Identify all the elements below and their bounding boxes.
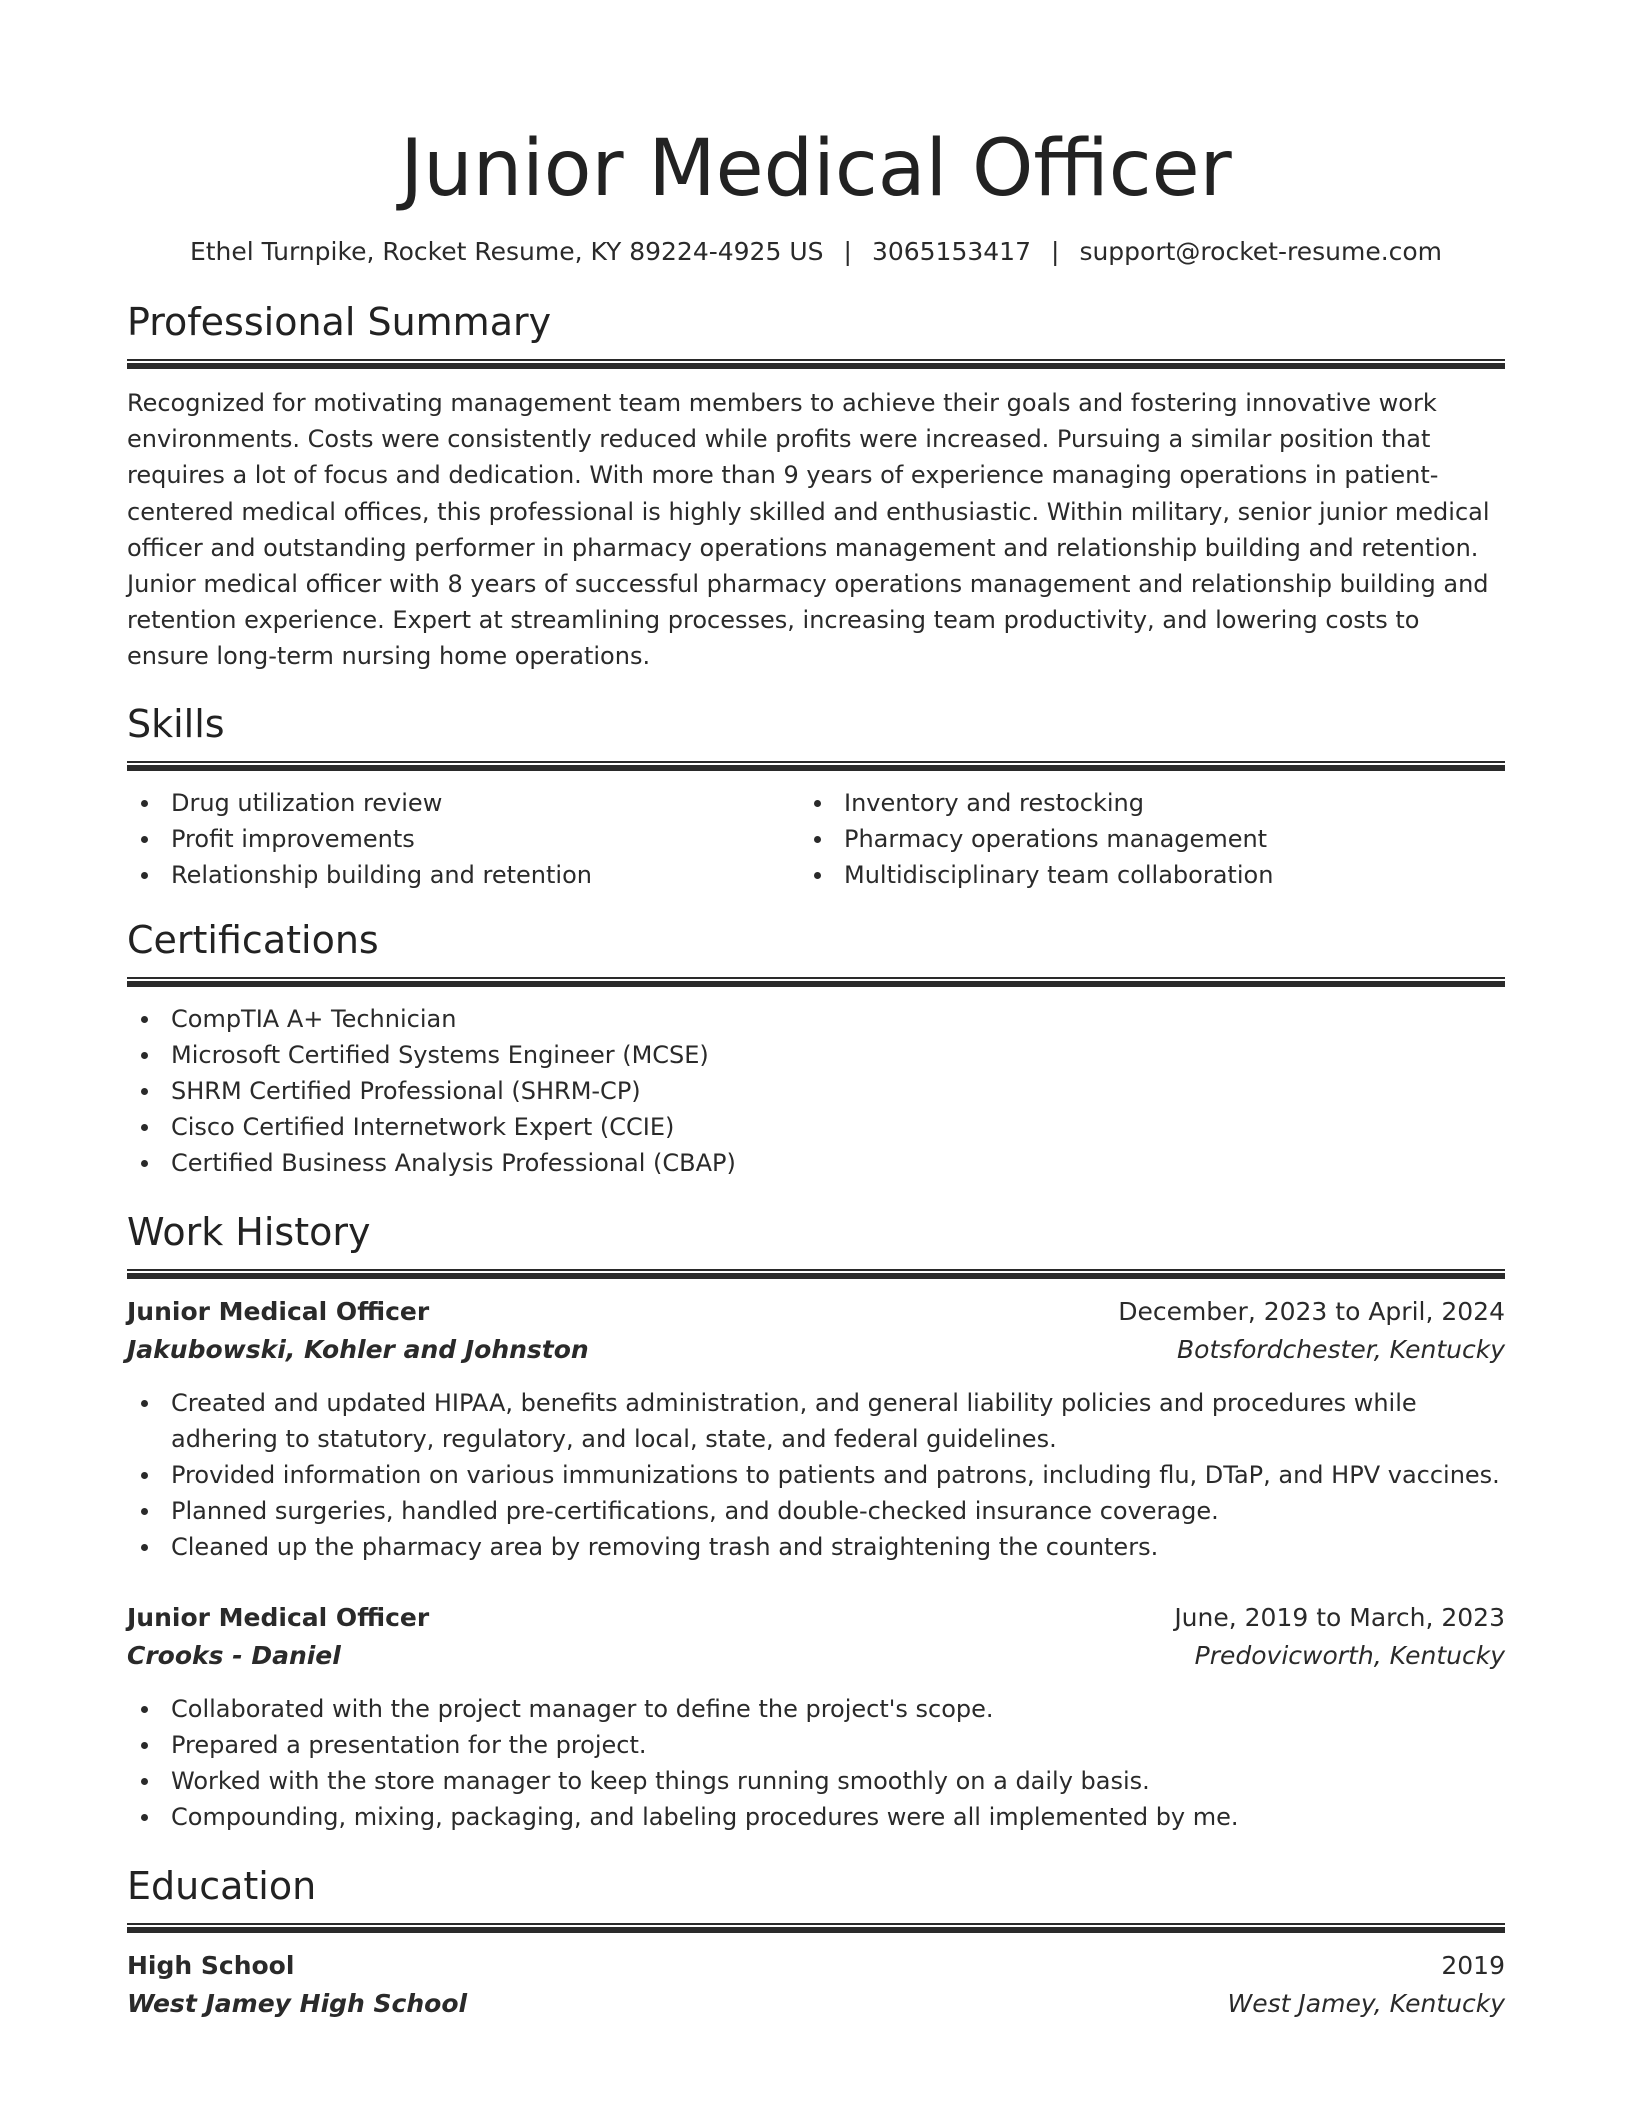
education-header (127, 1947, 1505, 1985)
job-subheader (127, 1331, 1505, 1369)
job-duty-item: Cleaned up the pharmacy area by removing trash and straightening the counters. (127, 1529, 1505, 1565)
job-subheader (127, 1637, 1505, 1675)
resume-title: Junior Medical Officer (400, 124, 1232, 214)
job-duty-item: Worked with the store manager to keep things running smoothly on a daily basis. (127, 1763, 1505, 1799)
job-duty-item: Compounding, mixing, packaging, and labeling procedures were all implemented by me. (127, 1799, 1505, 1835)
certification-item: SHRM Certified Professional (SHRM-CP) (127, 1073, 1505, 1109)
certifications-list (127, 1001, 1505, 1181)
certifications-section (127, 915, 1505, 1181)
job-duty-item: Provided information on various immunizations to patients and patrons, including flu, DTaP, and HPV vaccines. (127, 1457, 1505, 1493)
education-subheader (127, 1985, 1505, 2023)
job-header (127, 1293, 1505, 1331)
education-school: West Jamey High School (127, 1988, 468, 2018)
education-section (127, 1861, 1505, 2023)
certification-item: Microsoft Certified Systems Engineer (MCSE) (127, 1037, 1505, 1073)
education-year: 2019 (1441, 1950, 1505, 1980)
job-duty-item: Planned surgeries, handled pre-certifications, and double-checked insurance coverage. (127, 1493, 1505, 1529)
skill-item: Drug utilization review (127, 785, 800, 821)
job-header (127, 1599, 1505, 1637)
job-entry (127, 1599, 1505, 1835)
certification-item: Cisco Certified Internetwork Expert (CCIE) (127, 1109, 1505, 1145)
education-degree: High School (127, 1950, 295, 1980)
section-heading-skills: Skills (127, 701, 225, 746)
section-heading-certifications: Certifications (127, 917, 379, 962)
job-entry (127, 1293, 1505, 1565)
job-duty-item: Collaborated with the project manager to define the project's scope. (127, 1691, 1505, 1727)
contact-line (127, 235, 1505, 269)
education-entry (127, 1947, 1505, 2023)
skill-item: Multidisciplinary team collaboration (800, 857, 1473, 893)
section-divider (127, 359, 1505, 369)
job-duty-item: Prepared a presentation for the project. (127, 1727, 1505, 1763)
contact-phone: 3065153417 (871, 237, 1031, 266)
certification-item: CompTIA A+ Technician (127, 1001, 1505, 1037)
skill-item: Relationship building and retention (127, 857, 800, 893)
skill-item: Pharmacy operations management (800, 821, 1473, 857)
skills-list-right (800, 785, 1473, 893)
section-heading-work-history: Work History (127, 1209, 371, 1254)
certification-item: Certified Business Analysis Professional (CBAP) (127, 1145, 1505, 1181)
work-history-section (127, 1207, 1505, 1835)
job-role: Junior Medical Officer (127, 1296, 430, 1326)
job-company: Jakubowski, Kohler and Johnston (127, 1334, 589, 1364)
section-divider (127, 977, 1505, 987)
contact-separator: | (1051, 237, 1060, 266)
contact-address: Ethel Turnpike, Rocket Resume, KY 89224-4925 US (189, 237, 824, 266)
skills-section (127, 699, 1505, 893)
job-duty-item: Created and updated HIPAA, benefits administration, and general liability policies and procedures while adhering to statutory, regulatory, and local, state, and federal guidelines. (127, 1385, 1505, 1457)
job-location: Predovicworth, Kentucky (1194, 1640, 1505, 1670)
section-divider (127, 761, 1505, 771)
skill-item: Profit improvements (127, 821, 800, 857)
summary-text: Recognized for motivating management team members to achieve their goals and fostering innovative work environments. Costs were consistently reduced while profits were increased. Pursuing a similar position that requires a lot of focus and dedication. With more than 9 years of experience managing operations in patient-centered medical offices, this professional is highly skilled and enthusiastic. Within military, senior junior medical officer and outstanding performer in pharmacy operations management and relationship building and retention. Junior medical officer with 8 years of successful pharmacy operations management and relationship building and retention experience. Expert at streamlining processes, increasing team productivity, and lowering costs to ensure long-term nursing home operations. (127, 389, 1490, 671)
section-divider (127, 1269, 1505, 1279)
section-heading-summary: Professional Summary (127, 300, 552, 344)
job-dates: June, 2019 to March, 2023 (1174, 1602, 1505, 1632)
job-location: Botsfordchester, Kentucky (1177, 1334, 1505, 1364)
job-dates: December, 2023 to April, 2024 (1118, 1296, 1505, 1326)
contact-email: support@rocket-resume.com (1079, 237, 1443, 266)
skills-list-left (127, 785, 800, 893)
job-role: Junior Medical Officer (127, 1602, 430, 1632)
education-location: West Jamey, Kentucky (1227, 1988, 1505, 2018)
section-heading-education: Education (127, 1863, 317, 1908)
job-duties (127, 1385, 1505, 1565)
section-divider (127, 1923, 1505, 1933)
skill-item: Inventory and restocking (800, 785, 1473, 821)
job-duties (127, 1691, 1505, 1835)
contact-separator: | (843, 237, 852, 266)
summary-section (127, 297, 1505, 675)
job-company: Crooks - Daniel (127, 1640, 341, 1670)
skills-grid (127, 785, 1505, 893)
